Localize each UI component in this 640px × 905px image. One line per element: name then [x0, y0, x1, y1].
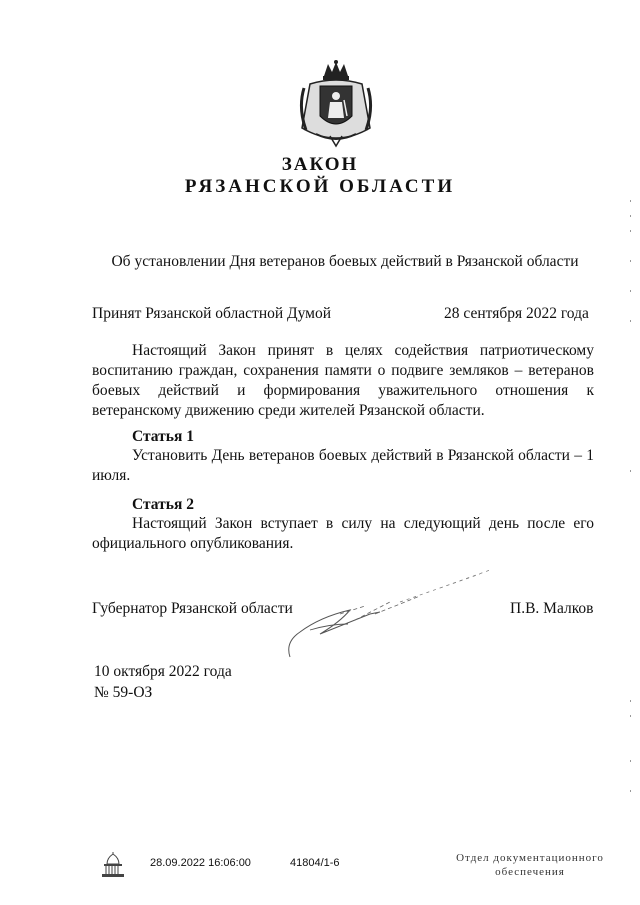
- adopted-by: Принят Рязанской областной Думой: [92, 305, 332, 322]
- footer-timestamp: 28.09.2022 16:06:00: [150, 857, 251, 869]
- article-2-heading: Статья 2: [132, 496, 194, 513]
- document-title-line2: РЯЗАНСКОЙ ОБЛАСТИ: [184, 176, 456, 197]
- coat-of-arms-icon: [290, 58, 382, 150]
- scan-edge-marks: [630, 0, 632, 905]
- stamp-line2: обеспечения: [495, 866, 565, 878]
- preamble-paragraph: Настоящий Закон принят в целях содействия патриотическому воспитанию граждан, сохранения памяти о подвиге земляков – ветеранов боевых действий и формирования уважительного отношения к ветеранскому движению среди жителей Рязанской области.: [92, 342, 594, 419]
- duma-logo-icon: [98, 852, 128, 882]
- signatory-name: П.В. Малков: [510, 600, 594, 617]
- stamp-line1: Отдел документационного: [456, 852, 604, 864]
- document-subtitle: Об установлении Дня ветеранов боевых действий в Рязанской области: [111, 253, 579, 270]
- document-title-line1: ЗАКОН: [281, 154, 359, 175]
- law-number: № 59-ОЗ: [94, 684, 153, 701]
- handwritten-signature: [280, 562, 500, 672]
- footer-doc-id: 41804/1-6: [290, 857, 340, 869]
- article-1-text: Установить День ветеранов боевых действий в Рязанской области – 1 июля.: [92, 447, 594, 484]
- adopted-date: 28 сентября 2022 года: [444, 305, 589, 322]
- article-2-text: Настоящий Закон вступает в силу на следующий день после его официального опубликования.: [92, 515, 594, 552]
- signed-date: 10 октября 2022 года: [94, 663, 232, 680]
- article-1-heading: Статья 1: [132, 428, 194, 445]
- signatory-position: Губернатор Рязанской области: [92, 600, 293, 617]
